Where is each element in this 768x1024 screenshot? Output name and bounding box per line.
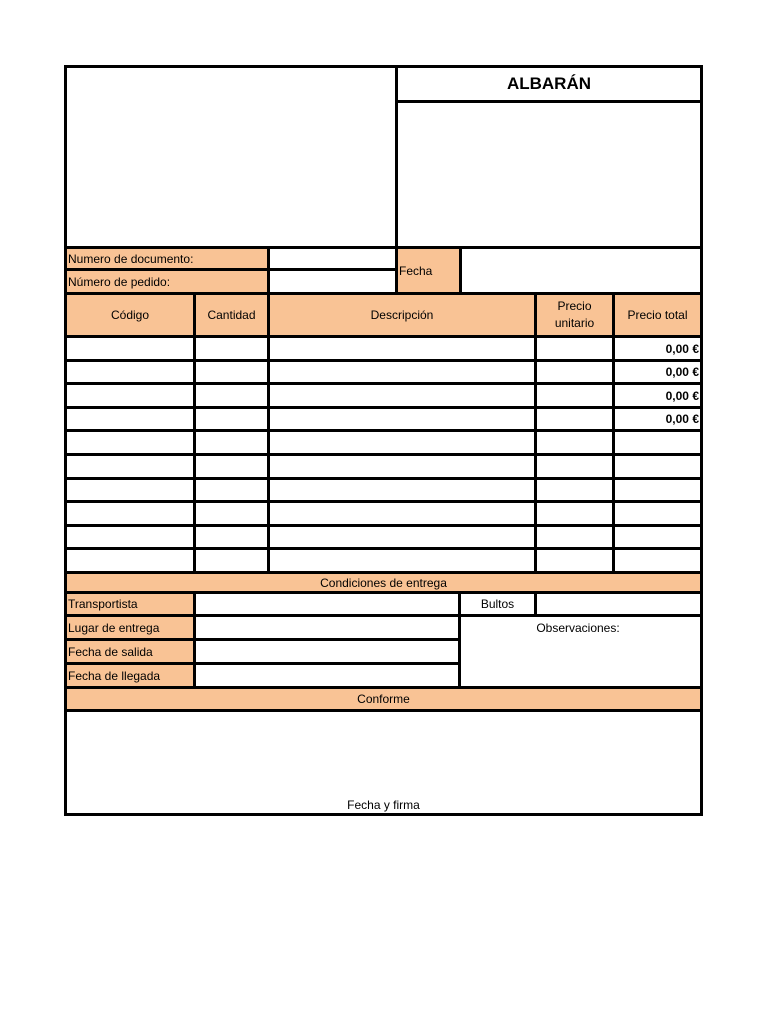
cell-precio-total[interactable] xyxy=(612,429,703,456)
cell-precio-total[interactable] xyxy=(612,453,703,480)
signature-label: Fecha y firma xyxy=(347,798,420,812)
cell-cantidad[interactable] xyxy=(193,500,270,527)
observations-box[interactable] xyxy=(458,614,703,689)
cell-descripcion[interactable] xyxy=(267,453,537,480)
date-label: Fecha xyxy=(395,246,462,295)
cell-descripcion[interactable] xyxy=(267,500,537,527)
cell-codigo[interactable] xyxy=(64,453,196,480)
cell-codigo[interactable] xyxy=(64,429,196,456)
cell-cantidad[interactable] xyxy=(193,429,270,456)
cell-precio-unitario[interactable] xyxy=(534,453,615,480)
signature-box[interactable] xyxy=(64,709,703,816)
column-header-cantidad: Cantidad xyxy=(193,292,270,338)
cell-descripcion[interactable] xyxy=(267,335,537,362)
date-field[interactable] xyxy=(459,246,703,295)
order-number-field[interactable] xyxy=(267,268,398,295)
cell-precio-total[interactable]: 0,00 € xyxy=(612,359,703,385)
document-title: ALBARÁN xyxy=(395,65,703,103)
cell-codigo[interactable] xyxy=(64,547,196,574)
place-field[interactable] xyxy=(193,614,461,641)
cell-precio-total[interactable]: 0,00 € xyxy=(612,406,703,432)
doc-number-label: Numero de documento: xyxy=(64,246,270,271)
arrival-field[interactable] xyxy=(193,662,461,689)
cell-precio-unitario[interactable] xyxy=(534,429,615,456)
cell-cantidad[interactable] xyxy=(193,335,270,362)
cell-descripcion[interactable] xyxy=(267,547,537,574)
cell-codigo[interactable] xyxy=(64,500,196,527)
cell-descripcion[interactable] xyxy=(267,429,537,456)
carrier-label: Transportista xyxy=(64,591,196,617)
cell-precio-total[interactable] xyxy=(612,500,703,527)
cell-cantidad[interactable] xyxy=(193,382,270,409)
cell-precio-total[interactable]: 0,00 € xyxy=(612,382,703,409)
cell-cantidad[interactable] xyxy=(193,547,270,574)
order-number-label: Número de pedido: xyxy=(64,268,270,295)
packages-label: Bultos xyxy=(458,591,537,617)
approval-section-title: Conforme xyxy=(64,686,703,712)
delivery-section-title: Condiciones de entrega xyxy=(64,571,703,594)
cell-descripcion[interactable] xyxy=(267,382,537,409)
cell-precio-unitario[interactable] xyxy=(534,382,615,409)
departure-field[interactable] xyxy=(193,638,461,665)
company-info-box[interactable] xyxy=(395,100,703,249)
cell-precio-total[interactable]: 0,00 € xyxy=(612,335,703,362)
arrival-label: Fecha de llegada xyxy=(64,662,196,689)
column-header-codigo: Código xyxy=(64,292,196,338)
departure-label: Fecha de salida xyxy=(64,638,196,665)
cell-precio-unitario[interactable] xyxy=(534,335,615,362)
cell-codigo[interactable] xyxy=(64,382,196,409)
cell-precio-unitario[interactable] xyxy=(534,500,615,527)
cell-precio-unitario[interactable] xyxy=(534,547,615,574)
column-header-descripcion: Descripción xyxy=(267,292,537,338)
column-header-precio-unitario: Precio unitario xyxy=(534,292,615,338)
cell-cantidad[interactable] xyxy=(193,453,270,480)
place-label: Lugar de entrega xyxy=(64,614,196,641)
logo-box xyxy=(64,65,398,249)
column-header-precio-total: Precio total xyxy=(612,292,703,338)
cell-codigo[interactable] xyxy=(64,335,196,362)
observations-label: Observaciones: xyxy=(536,621,620,635)
cell-precio-total[interactable] xyxy=(612,547,703,574)
